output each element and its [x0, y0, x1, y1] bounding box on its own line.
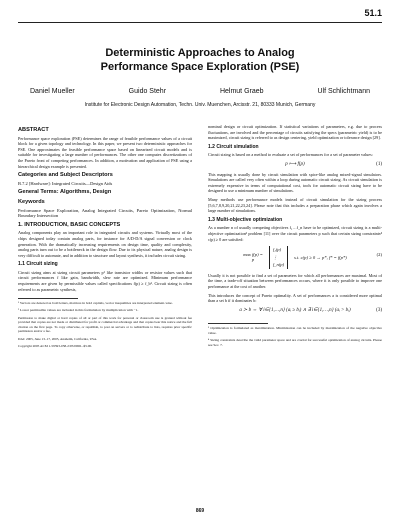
equation-number: (2)	[376, 252, 382, 258]
header-rule	[18, 22, 382, 23]
body-paragraph: As a number n of usually competing objectives f₁…f_n have to be optimized, circuit sizing is a multi-objective optimization³ problem [11] over the circuit parameters p such that certain sizing constraints⁴ c(p) ≥ 0 are satisfied:	[208, 225, 382, 242]
paper-number: 51.1	[364, 8, 382, 18]
left-column	[18, 124, 192, 351]
introduction-heading: 1. INTRODUCTION, BASIC CONCEPTS	[18, 221, 121, 228]
right-column	[208, 124, 382, 350]
paper-title	[0, 46, 400, 74]
affiliation: Institute for Electronic Design Automation, Techn. Univ. Muenchen, Arcisstr. 21, 80333 Munich, Germany	[84, 102, 316, 108]
equation-constraint: s.t. c(p) ≥ 0 → p*, f* = f(p*)	[294, 254, 347, 260]
body-paragraph: This introduces the concept of Pareto optimality. A set of performances a is considered more optimal than a set b if it dominates b:	[208, 292, 382, 304]
page-number: 869	[195, 508, 205, 514]
body-paragraph: nominal design or circuit optimization. If statistical variations of parameters, e.g. due to process fluctuations, are involved and the percentage of circuits satisfying the specs (parametric yield) is to be maximized, circuit sizing is referred to as design centering, yield optimization or tolerance design [29].	[208, 124, 382, 141]
footnote: ³ Optimization is formulated as maximization. Minimization can be included by maximization of the negative objective value.	[208, 326, 382, 335]
author-list	[30, 88, 370, 95]
author: Guido Stehr	[128, 88, 167, 95]
performance-vector	[269, 246, 288, 269]
abstract-text: Performance space exploration (PSE) determines the range of feasible performance values of a circuit block for a given topology and technology. In this paper, we present two deterministic approaches for PSE. One approximates the feasible performance space based on linearized circuit models and is suitable for investigating a large number of performances. The other one computes discretizations of the Pareto front of competing performances. In addition, a motivation and application of PSE using a hierarchical design example is presented.	[18, 135, 192, 169]
multi-objective-heading: 1.3 Multi-objective optimization	[208, 216, 283, 223]
introduction-text: Analog components play an important role in integrated circuits and systems. Virtually most of the chips designed today contain analog parts, for instance for A/D-D/A signal conversion or clock generation. With the dramatically increasing requirements on design time, quality and complexity, analog parts turn out to be a bottleneck in the design flow. Due to its physical nature, analog design is very difficult to automate, and in addition to structure and layout synthesis, it includes circuit sizing.	[18, 230, 192, 258]
author: Helmut Graeb	[219, 88, 264, 95]
vector-dots: ⋮	[272, 254, 278, 260]
equation-max: max f(p) =	[243, 251, 263, 257]
footnote-rule	[208, 323, 268, 324]
equation-number: (1)	[376, 161, 382, 167]
equation-3	[208, 308, 382, 314]
equation-body: a ≻ b ⇔ ∀ i∈{1,…,n} (aᵢ ≥ bᵢ) ∧ ∃ i∈{1,…,n} (aᵢ > bᵢ)	[239, 307, 351, 313]
circuit-simulation-heading: 1.2 Circuit simulation	[208, 143, 259, 150]
footnote: ¹ Vectors are denoted as bold letters, matrices in bold capitals, vector inequalities are interpreted element-wise.	[18, 300, 173, 305]
title-line-1: Deterministic Approaches to Analog	[105, 47, 295, 59]
body-paragraph: This mapping is usually done by circuit simulation with spice-like analog mixed-signal simulators. Simulations are called very often within a loop during automatic circuit sizing. As circuit simulation is extremely expensive in terms of computational cost, tools for automatic circuit sizing have to be designed to use a minimum number of simulations.	[208, 171, 382, 194]
keywords-heading: Keywords	[18, 198, 45, 205]
footnote: ⁴ Sizing constraints describe the valid parameter space and are crucial for successful optimization of analog circuits. Please see Sec. 7.	[208, 338, 382, 347]
vector-entry: f_n(p)	[272, 262, 285, 268]
equation-number: (3)	[376, 307, 382, 313]
categories-text: B.7.2 [Hardware]: Integrated Circuits—Design Aids	[18, 180, 113, 186]
general-terms-heading: General Terms: Algorithms, Design	[18, 189, 112, 196]
equation-subscript: p	[251, 257, 255, 263]
equation-body: p ⟼ f(p)	[285, 161, 305, 167]
footnote-rule	[18, 298, 78, 299]
circuit-sizing-text: Circuit sizing aims at sizing circuit parameters p¹ like transistor widths or resistor values such that circuit performances f like gain, bandwidth, slew rate are optimized. Minimum performance requirements are given by permissible values called specifications f(p) ≥ f_b². Circuit sizing is often referred to as parametric synthesis,	[18, 269, 192, 292]
author: Ulf Schlichtmann	[317, 88, 370, 95]
body-paragraph: Circuit sizing is based on a method to evaluate a set of performances for a set of parameter values:	[208, 152, 373, 158]
author: Daniel Mueller	[30, 88, 75, 95]
equation-2	[208, 246, 382, 269]
title-line-2: Performance Space Exploration (PSE)	[100, 61, 300, 73]
footnote: ² Lower permissible values are included in this formulation by multiplication with −1.	[18, 308, 139, 313]
copyright-line: Copyright 2005 ACM 1-59593-058-2/05/0006...$5.00.	[18, 344, 93, 349]
vector-entry: f₁(p)	[272, 247, 282, 253]
conference-line: DAC 2005, June 13–17, 2005, Anaheim, California, USA.	[18, 336, 98, 341]
keywords-text: Performance Space Exploration, Analog Integrated Circuits, Pareto Optimization, Normal Boundary Intersection	[18, 207, 192, 219]
equation-1	[208, 162, 382, 168]
body-paragraph: Usually it is not possible to find a set of parameters for which all performances are maximal. Most of the time, a trade-off situation between performances occurs, where it is only possible to improve one performance at the cost of another.	[208, 272, 382, 290]
permission-notice: Permission to make digital or hard copies of all or part of this work for personal or classroom use is granted without fee provided that copies are not made or distributed for profit or commercial advantage and that copies bear this notice and the full citation on the first page. To copy otherwise, or republish, to post on servers or to redistribute to lists, requires prior specific permission and/or a fee.	[18, 316, 192, 334]
equation-lhs	[243, 252, 263, 263]
body-paragraph: Many methods use performance models instead of circuit simulation for the sizing process [5,6,7,8,9,20,21,22,23,24]. Please note that this includes a preparation phase which again involves a large number of simulations.	[208, 196, 382, 214]
abstract-heading: ABSTRACT	[18, 127, 49, 133]
circuit-sizing-heading: 1.1 Circuit sizing	[18, 261, 58, 268]
categories-heading: Categories and Subject Descriptors	[18, 172, 113, 179]
